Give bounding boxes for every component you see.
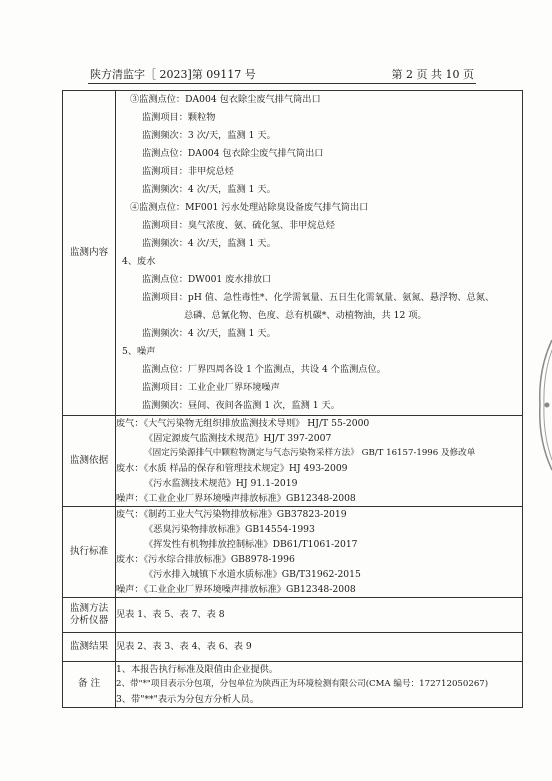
monitoring-content-row	[63, 91, 523, 416]
notes-cell	[116, 662, 523, 708]
content-line: 监测项目：臭气浓度、氨、硫化氢、非甲烷总烃	[142, 220, 335, 231]
section-heading: 5、噪声	[122, 346, 156, 357]
method-label	[63, 598, 116, 633]
note-line: 2、带"*"项目表示分包项，分包单位为陕西正为环境检测有限公司(CMA 编号：172712050267)	[116, 679, 489, 689]
standard-line: 废气：《制药工业大气污染物排放标准》GB37823-2019	[116, 509, 347, 520]
monitoring-basis-label: 监测依据	[63, 416, 116, 507]
standard-line: 《恶臭污染物排放标准》GB14554-1993	[144, 524, 315, 535]
content-line: ③监测点位：DA004 包衣除尘废气排气筒出口	[130, 94, 321, 105]
method-row	[63, 598, 523, 633]
execution-standard-label: 执行标准	[63, 507, 116, 598]
content-line: 监测频次：4 次/天，监测 1 天。	[142, 184, 276, 195]
method-label-line: 监测方法	[69, 602, 109, 614]
content-line: 监测频次：4 次/天，监测 1 天。	[142, 238, 276, 249]
content-line: 监测项目：非甲烷总烃	[142, 166, 234, 177]
content-line: 监测项目：pH 值、急性毒性*、化学需氧量、五日生化需氧量、氨氮、悬浮物、总氮、	[142, 292, 495, 303]
standard-line: 噪声：《工业企业厂界环境噪声排放标准》GB12348-2008	[116, 584, 356, 595]
basis-line: 废水：《水质 样品的保存和管理技术规定》HJ 493-2009	[116, 463, 348, 474]
content-line: 监测项目：颗粒物	[142, 112, 216, 123]
result-row	[63, 633, 523, 662]
standard-line: 《挥发性有机物排放控制标准》DB61/T1061-2017	[144, 539, 358, 550]
section-heading: 4、废水	[122, 256, 156, 267]
content-line: 监测频次：4 次/天，监测 1 天。	[142, 328, 276, 339]
seam-stamp-fragment	[534, 330, 552, 480]
execution-standard-cell	[116, 507, 523, 598]
result-value: 见表 2、表 3、表 4、表 6、表 9	[116, 633, 523, 662]
content-line: 监测点位：DW001 废水排放口	[142, 274, 272, 285]
method-value: 见表 1、表 5、表 7、表 8	[116, 598, 523, 633]
content-line: ④监测点位：MF001 污水处理站除臭设备废气排气筒出口	[130, 202, 369, 213]
note-line: 3、带"**"表示为分包方分析人员。	[116, 694, 259, 705]
method-label-line: 分析仪器	[69, 615, 109, 626]
content-line: 监测项目：工业企业厂界环境噪声	[142, 382, 280, 393]
header-rule	[88, 83, 476, 84]
notes-label: 备 注	[63, 662, 116, 708]
basis-line: 《固定源废气监测技术规范》HJ/T 397-2007	[144, 433, 332, 444]
notes-row	[63, 662, 523, 708]
content-line: 总磷、总氰化物、色度、总有机碳*、动植物油，共 12 项。	[184, 310, 427, 321]
content-line: 监测点位：DA004 包衣除尘废气排气筒出口	[142, 148, 324, 159]
content-line: 监测频次：3 次/天，监测 1 天。	[142, 130, 276, 141]
content-line: 监测点位：厂界四周各设 1 个监测点，共设 4 个监测点位。	[142, 364, 386, 375]
result-label: 监测结果	[63, 633, 116, 662]
page-header	[90, 66, 474, 82]
basis-line: 废气：《大气污染物无组织排放监测技术导则》 HJ/T 55-2000	[116, 418, 370, 429]
content-line: 监测频次：昼间、夜间各监测 1 次，监测 1 天。	[142, 400, 340, 411]
basis-line: 《污水监测技术规范》HJ 91.1-2019	[144, 478, 298, 489]
report-number: 陕方清监字［ 2023]第 09117 号	[90, 68, 256, 81]
monitoring-content-label: 监测内容	[63, 91, 116, 416]
report-table	[62, 90, 523, 708]
basis-line: 噪声：《工业企业厂界环境噪声排放标准》GB12348-2008	[116, 493, 356, 504]
standard-line: 废水：《污水综合排放标准》GB8978-1996	[116, 554, 295, 565]
monitoring-basis-cell	[116, 416, 523, 507]
basis-line: 《固定污染源排气中颗粒物测定与气态污染物采样方法》 GB/T 16157-1996 及修改单	[144, 448, 476, 458]
monitoring-basis-row	[63, 416, 523, 507]
execution-standard-row	[63, 507, 523, 598]
monitoring-content-cell	[116, 91, 523, 416]
page-indicator: 第 2 页 共 10 页	[391, 68, 474, 81]
note-line: 1、本报告执行标准及限值由企业提供。	[116, 664, 279, 675]
standard-line: 《污水排入城镇下水道水质标准》GB/T31962-2015	[144, 569, 361, 580]
